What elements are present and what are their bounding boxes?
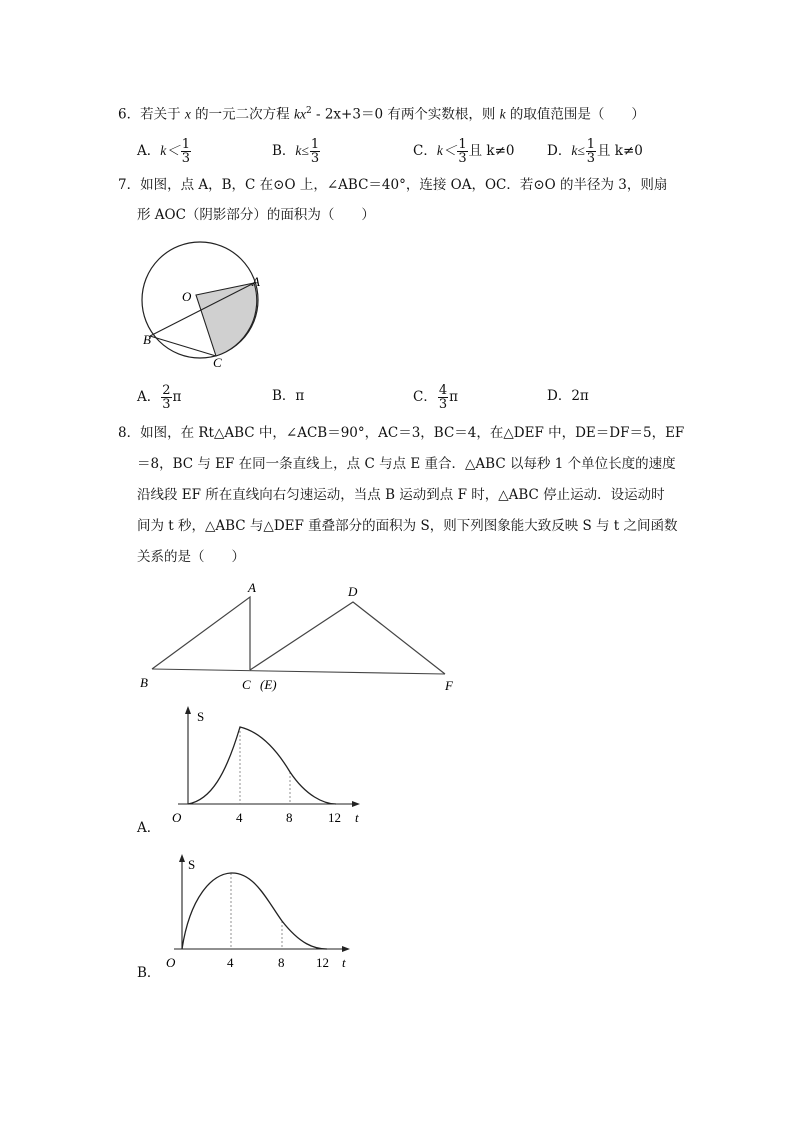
tick-8: 8 <box>286 810 293 825</box>
label-a: A <box>248 580 256 595</box>
label-o: O <box>182 289 192 304</box>
label-d: D <box>348 584 358 599</box>
q7-stem-line1: 7．如图，点 A，B，C 在⊙O 上，∠ABC＝40°，连接 OA，OC．若⊙O 的半径为 3，则扇 <box>118 177 668 193</box>
tick-12: 12 <box>328 810 341 825</box>
q8-stem-line5: 关系的是（ ） <box>137 549 245 565</box>
curve-s-b <box>182 873 327 949</box>
label-c: C <box>213 355 222 370</box>
q7-option-a[interactable]: A． $\frac{2}{3}$ π <box>137 383 182 412</box>
curve-s-a <box>188 727 336 804</box>
baseline <box>152 669 445 674</box>
q6-fraction-a: $\frac{1}{3}$ <box>181 137 191 166</box>
q7-option-c[interactable]: C． $\frac{4}{3}$ π <box>413 383 458 412</box>
q7-fraction-c: $\frac{4}{3}$ <box>438 383 448 412</box>
q8-stem-line3: 沿线段 EF 所在直线向右匀速运动，当点 B 运动到点 F 时，△ABC 停止运动．设运动时 <box>137 487 665 503</box>
label-c: C <box>242 677 251 692</box>
y-arrow <box>179 854 185 862</box>
q6-option-d[interactable]: D．k≤ $\frac{1}{3}$ 且 k≠0 <box>547 137 643 166</box>
y-arrow <box>185 706 191 714</box>
xlabel: t <box>342 955 346 970</box>
xlabel: t <box>355 810 359 825</box>
q6-fraction-c: $\frac{1}{3}$ <box>458 137 467 166</box>
graph-a-option-label: A． <box>137 820 161 836</box>
label-a: A <box>252 274 260 289</box>
triangle-def <box>250 602 445 674</box>
x-arrow <box>342 946 350 952</box>
ylabel: S <box>197 709 205 724</box>
ylabel: S <box>188 857 196 872</box>
q6-option-c[interactable]: C．k＜ $\frac{1}{3}$ 且 k≠0 <box>413 137 515 166</box>
label-b: B <box>143 332 151 347</box>
segment-bc <box>150 336 216 356</box>
tick-8: 8 <box>278 955 285 970</box>
sector-aoc-shaded <box>196 283 257 356</box>
q8-stem-line1: 8．如图，在 Rt△ABC 中，∠ACB＝90°，AC＝3，BC＝4，在△DEF 中，DE＝DF＝5，EF <box>118 425 685 441</box>
q7-option-d[interactable]: D．2π <box>547 388 589 404</box>
tick-12: 12 <box>316 955 329 970</box>
q6-stem: 6．若关于 x 的一元二次方程 $kx^2 - 2x+3=0$ 有两个实数根，则 k 的取值范围是（ ） <box>118 106 645 123</box>
tick-4: 4 <box>236 810 243 825</box>
q7-circle-figure <box>130 240 270 370</box>
q8-triangles-figure <box>135 578 465 698</box>
q8-stem-line2: ＝8，BC 与 EF 在同一条直线上，点 C 与点 E 重合．△ABC 以每秒 1 个单位长度的速度 <box>137 456 676 472</box>
origin-label: O <box>172 810 182 825</box>
origin-label: O <box>166 955 176 970</box>
x-arrow <box>352 801 360 807</box>
graph-option-b[interactable] <box>162 852 362 982</box>
q7-stem-line2: 形 AOC（阴影部分）的面积为（ ） <box>137 207 375 223</box>
label-e: (E) <box>260 677 277 692</box>
graph-b-option-label: B． <box>137 965 161 981</box>
q6-fraction-d: $\frac{1}{3}$ <box>586 137 596 166</box>
q6-fraction-b: $\frac{1}{3}$ <box>310 137 320 166</box>
label-f: F <box>445 678 453 693</box>
q7-option-b[interactable]: B．π <box>272 388 305 404</box>
q7-fraction-a: $\frac{2}{3}$ <box>162 383 171 412</box>
triangle-abc <box>152 597 250 670</box>
graph-option-a[interactable] <box>166 704 366 834</box>
q8-stem-line4: 间为 t 秒，△ABC 与△DEF 重叠部分的面积为 S，则下列图象能大致反映 S 与 t 之间函数 <box>137 518 678 534</box>
q6-option-b[interactable]: B．k≤ $\frac{1}{3}$ <box>272 137 320 166</box>
label-b: B <box>140 675 148 690</box>
tick-4: 4 <box>227 955 234 970</box>
q6-option-a[interactable]: A．k＜ $\frac{1}{3}$ <box>137 137 191 166</box>
